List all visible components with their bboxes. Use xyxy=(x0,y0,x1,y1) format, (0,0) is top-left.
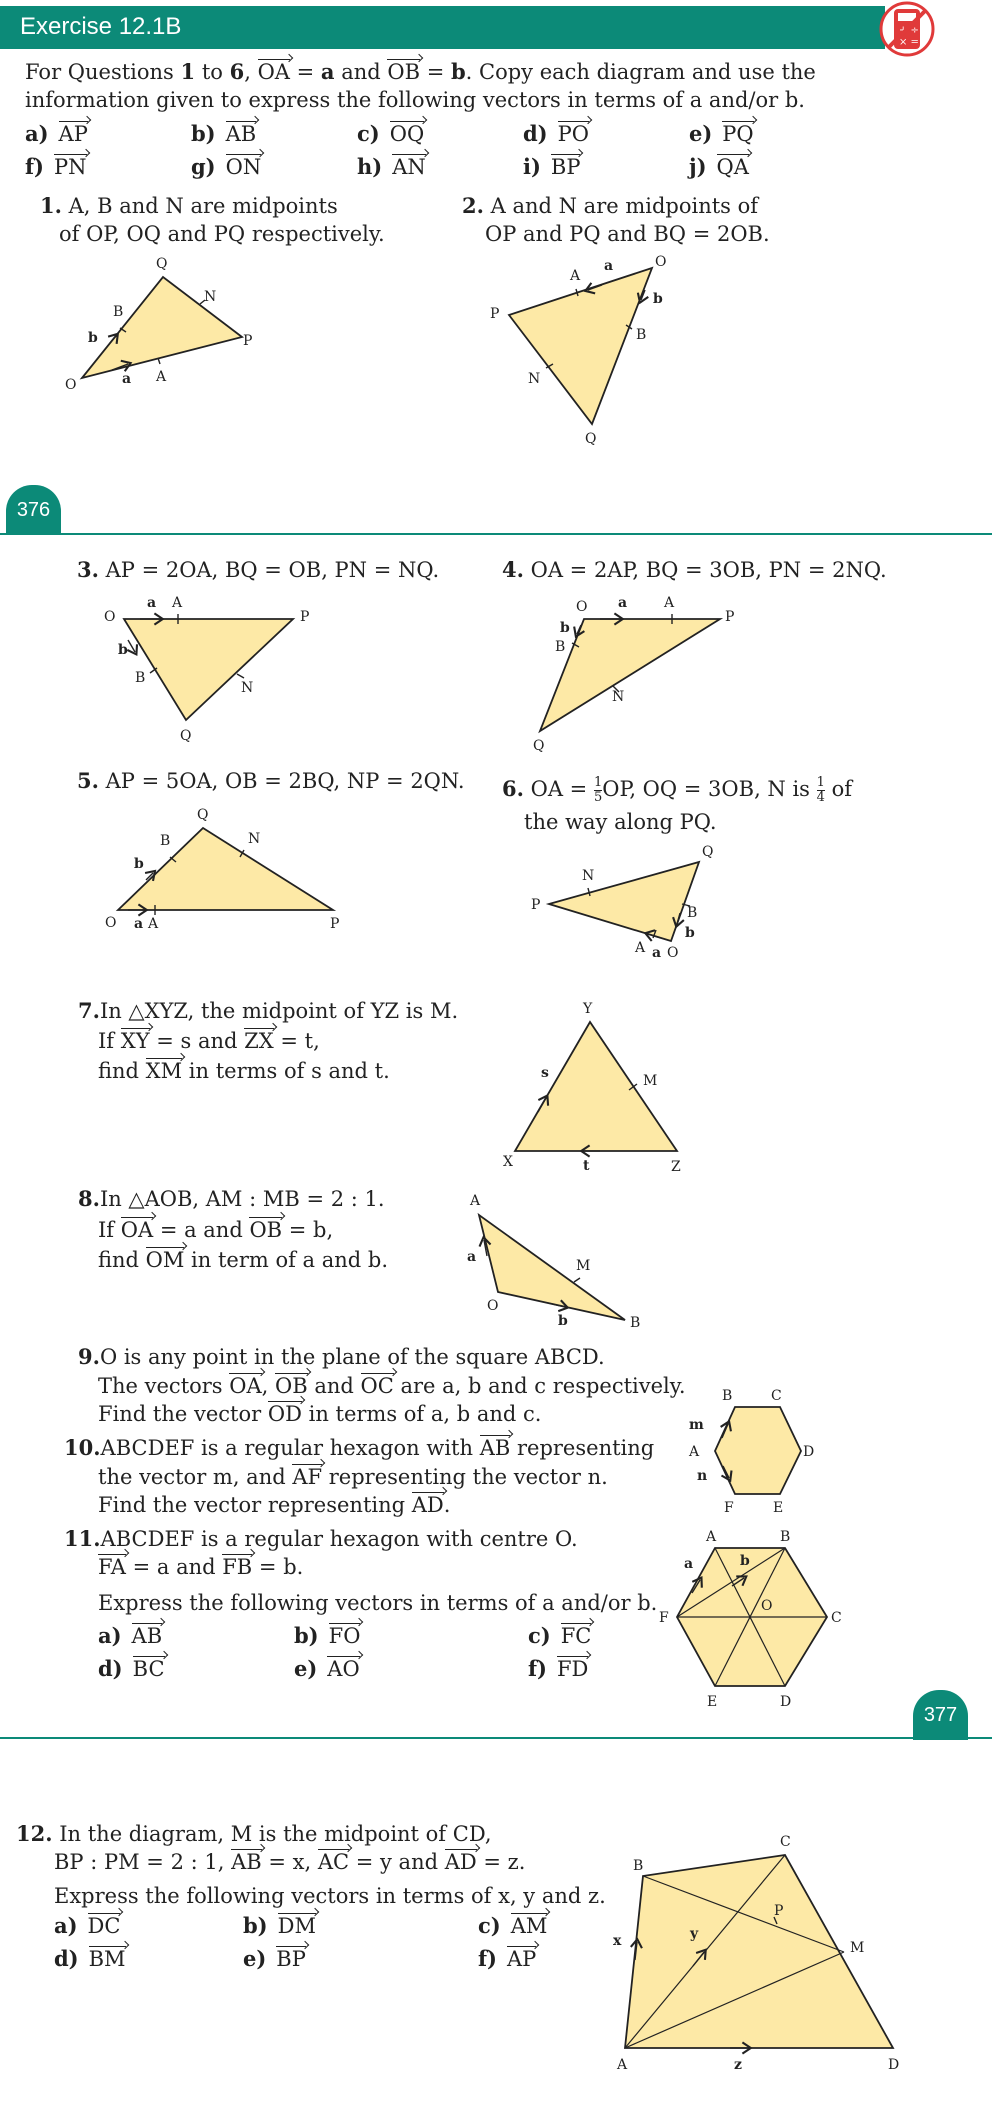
q12-part-c: c) AM xyxy=(478,1913,548,1938)
q11-text-2: FA = a and FB = b. xyxy=(98,1555,304,1579)
svg-text:P: P xyxy=(490,306,500,322)
q11-text-3: Express the following vectors in terms of a and/or b. xyxy=(98,1591,658,1615)
q12-text: 12. In the diagram, M is the midpoint of CD, xyxy=(16,1821,492,1846)
intro-part-g: g) ON xyxy=(191,154,262,179)
svg-text:B: B xyxy=(630,1315,641,1331)
svg-text:A: A xyxy=(617,2057,628,2073)
svg-text:a: a xyxy=(134,916,144,932)
svg-text:Q: Q xyxy=(156,256,168,272)
q8-text-3: find OM in term of a and b. xyxy=(98,1248,389,1272)
svg-text:O: O xyxy=(65,377,77,393)
intro-part-f: f) PN xyxy=(25,154,87,179)
svg-text:A: A xyxy=(664,595,675,611)
svg-text:+ ÷: + ÷ xyxy=(899,25,919,36)
q11-part-f: f) FD xyxy=(528,1656,589,1681)
svg-text:N: N xyxy=(528,371,541,387)
svg-text:m: m xyxy=(689,1417,704,1433)
svg-text:b: b xyxy=(685,925,695,941)
intro-part-i: i) BP xyxy=(523,154,581,179)
svg-text:b: b xyxy=(118,642,128,658)
svg-text:B: B xyxy=(780,1529,791,1545)
svg-text:n: n xyxy=(697,1468,708,1484)
svg-text:N: N xyxy=(241,680,254,696)
svg-text:A: A xyxy=(706,1529,717,1545)
svg-text:O: O xyxy=(576,599,588,615)
q1-text-2: of OP, OQ and PQ respectively. xyxy=(59,222,385,246)
svg-text:O: O xyxy=(761,1598,773,1614)
intro-part-j: j) QA xyxy=(689,154,749,179)
svg-text:b: b xyxy=(740,1553,750,1569)
q12-part-d: d) BM xyxy=(54,1946,126,1971)
svg-text:a: a xyxy=(147,595,157,611)
q9-text: 9.O is any point in the plane of the square ABCD. xyxy=(78,1344,605,1369)
svg-text:O: O xyxy=(655,254,667,270)
svg-text:O: O xyxy=(104,609,116,625)
svg-text:a: a xyxy=(684,1556,694,1572)
svg-text:E: E xyxy=(707,1694,718,1710)
q12-text-2: BP : PM = 2 : 1, AB = x, AC = y and AD = z. xyxy=(54,1850,526,1874)
svg-text:x: x xyxy=(613,1933,622,1949)
svg-text:z: z xyxy=(734,2057,742,2073)
q11-part-e: e) AO xyxy=(294,1656,360,1681)
q9-text-2: The vectors OA, OB and OC are a, b and c respectively. xyxy=(98,1374,686,1398)
q8-diagram xyxy=(479,1215,625,1320)
svg-text:b: b xyxy=(653,291,663,307)
svg-text:Z: Z xyxy=(671,1159,681,1175)
q12-part-a: a) DC xyxy=(54,1913,121,1938)
page-number-376: 376 xyxy=(6,485,61,535)
page-divider-1 xyxy=(0,533,992,535)
svg-text:b: b xyxy=(558,1313,568,1329)
q12-part-e: e) BP xyxy=(243,1946,306,1971)
svg-text:N: N xyxy=(204,289,217,305)
page-divider-2 xyxy=(0,1737,992,1739)
q11-part-a: a) AB xyxy=(98,1623,163,1648)
q2-text: 2. A and N are midpoints of xyxy=(462,193,759,218)
q12-part-f: f) AP xyxy=(478,1946,537,1971)
svg-text:s: s xyxy=(541,1065,549,1081)
svg-text:a: a xyxy=(604,258,614,274)
q5-diagram xyxy=(118,828,333,915)
svg-text:b: b xyxy=(88,330,98,346)
svg-text:t: t xyxy=(583,1158,590,1174)
svg-text:a: a xyxy=(652,945,662,961)
svg-text:a: a xyxy=(618,595,628,611)
svg-text:F: F xyxy=(724,1500,734,1516)
svg-text:P: P xyxy=(330,916,340,932)
svg-text:B: B xyxy=(160,833,171,849)
q12-text-3: Express the following vectors in terms of x, y and z. xyxy=(54,1884,606,1908)
svg-text:× =: × = xyxy=(899,37,919,48)
q10-text-3: Find the vector representing AD. xyxy=(98,1493,451,1517)
q3-text: 3. AP = 2OA, BQ = OB, PN = NQ. xyxy=(77,557,440,582)
q1-diagram xyxy=(82,277,242,378)
q5-text: 5. AP = 5OA, OB = 2BQ, NP = 2QN. xyxy=(77,768,465,793)
svg-text:M: M xyxy=(850,1940,865,1956)
q12-part-b: b) DM xyxy=(243,1913,316,1938)
intro-line1: For Questions 1 to 6, OA = a and OB = b. Copy each diagram and use the xyxy=(25,59,816,84)
svg-text:A: A xyxy=(148,916,159,932)
q6-text: 6. OA = $\frac{1}{5}$ OP, OQ = 3OB, N is $\frac{1}{4}$ of xyxy=(502,775,853,805)
svg-text:P: P xyxy=(774,1903,784,1919)
svg-text:P: P xyxy=(725,609,735,625)
svg-text:X: X xyxy=(503,1154,513,1170)
q7-text-2: If XY = s and ZX = t, xyxy=(98,1029,320,1053)
q9-text-3: Find the vector OD in terms of a, b and c. xyxy=(98,1402,542,1426)
svg-text:B: B xyxy=(722,1388,733,1404)
svg-text:B: B xyxy=(636,327,647,343)
q8-text-2: If OA = a and OB = b, xyxy=(98,1218,334,1242)
q10-text-2: the vector m, and AF representing the vector n. xyxy=(98,1465,608,1489)
svg-text:O: O xyxy=(667,945,679,961)
q6-diagram xyxy=(549,862,699,941)
svg-text:D: D xyxy=(803,1444,815,1460)
svg-text:y: y xyxy=(690,1926,699,1942)
svg-text:M: M xyxy=(643,1073,658,1089)
svg-text:E: E xyxy=(773,1500,784,1516)
q11-part-b: b) FO xyxy=(294,1623,361,1648)
svg-text:B: B xyxy=(135,670,146,686)
svg-text:B: B xyxy=(633,1858,644,1874)
svg-text:B: B xyxy=(687,905,698,921)
svg-text:Y: Y xyxy=(583,1001,593,1017)
svg-text:b: b xyxy=(134,856,144,872)
svg-text:C: C xyxy=(771,1388,782,1404)
intro-part-e: e) PQ xyxy=(689,121,754,146)
svg-text:A: A xyxy=(470,1193,481,1209)
exercise-title: Exercise 12.1B xyxy=(20,13,182,40)
svg-text:A: A xyxy=(689,1444,700,1460)
svg-text:a: a xyxy=(467,1249,477,1265)
q4-text: 4. OA = 2AP, BQ = 3OB, PN = 2NQ. xyxy=(502,557,887,582)
svg-text:A: A xyxy=(635,940,646,956)
svg-text:Q: Q xyxy=(533,738,545,754)
svg-text:N: N xyxy=(612,689,625,705)
svg-text:O: O xyxy=(105,915,117,931)
q10-diagram xyxy=(715,1407,801,1494)
svg-text:Q: Q xyxy=(197,807,209,823)
page-number-377: 377 xyxy=(913,1690,968,1740)
q10-text: 10.ABCDEF is a regular hexagon with AB representing xyxy=(64,1435,655,1460)
svg-text:P: P xyxy=(243,333,253,349)
svg-text:B: B xyxy=(113,304,124,320)
svg-text:A: A xyxy=(570,268,581,284)
svg-text:C: C xyxy=(831,1610,842,1626)
svg-text:P: P xyxy=(531,897,541,913)
q6-text-2: the way along PQ. xyxy=(524,810,717,834)
intro-part-h: h) AN xyxy=(357,154,426,179)
q11-part-c: c) FC xyxy=(528,1623,592,1648)
svg-text:Q: Q xyxy=(180,728,192,744)
q11-diagram xyxy=(677,1548,827,1686)
q7-text-3: find XM in terms of s and t. xyxy=(98,1059,390,1083)
svg-text:a: a xyxy=(122,371,132,387)
q3-diagram xyxy=(124,614,293,720)
q2-diagram xyxy=(509,268,652,424)
intro-line2: information given to express the following vectors in terms of a and/or b. xyxy=(25,88,805,112)
q11-part-d: d) BC xyxy=(98,1656,165,1681)
intro-part-c: c) OQ xyxy=(357,121,425,146)
svg-text:N: N xyxy=(582,868,595,884)
intro-part-d: d) PO xyxy=(523,121,589,146)
q1-text: 1. A, B and N are midpoints xyxy=(40,193,338,218)
svg-text:A: A xyxy=(172,595,183,611)
svg-text:F: F xyxy=(659,1610,669,1626)
svg-text:P: P xyxy=(300,609,310,625)
svg-text:B: B xyxy=(555,639,566,655)
svg-text:O: O xyxy=(487,1298,499,1314)
svg-text:M: M xyxy=(576,1258,591,1274)
svg-text:C: C xyxy=(780,1834,791,1850)
svg-text:Q: Q xyxy=(585,431,597,447)
q8-text: 8.In △AOB, AM : MB = 2 : 1. xyxy=(78,1186,385,1211)
q2-text-2: OP and PQ and BQ = 2OB. xyxy=(485,222,770,246)
svg-text:N: N xyxy=(248,831,261,847)
svg-text:A: A xyxy=(156,369,167,385)
svg-text:D: D xyxy=(780,1694,792,1710)
intro-part-b: b) AB xyxy=(191,121,257,146)
svg-text:D: D xyxy=(888,2057,900,2073)
svg-text:Q: Q xyxy=(702,844,714,860)
q11-text: 11.ABCDEF is a regular hexagon with centre O. xyxy=(64,1526,578,1551)
q7-text: 7.In △XYZ, the midpoint of YZ is M. xyxy=(78,998,459,1023)
intro-part-a: a) AP xyxy=(25,121,88,146)
svg-text:b: b xyxy=(560,620,570,636)
